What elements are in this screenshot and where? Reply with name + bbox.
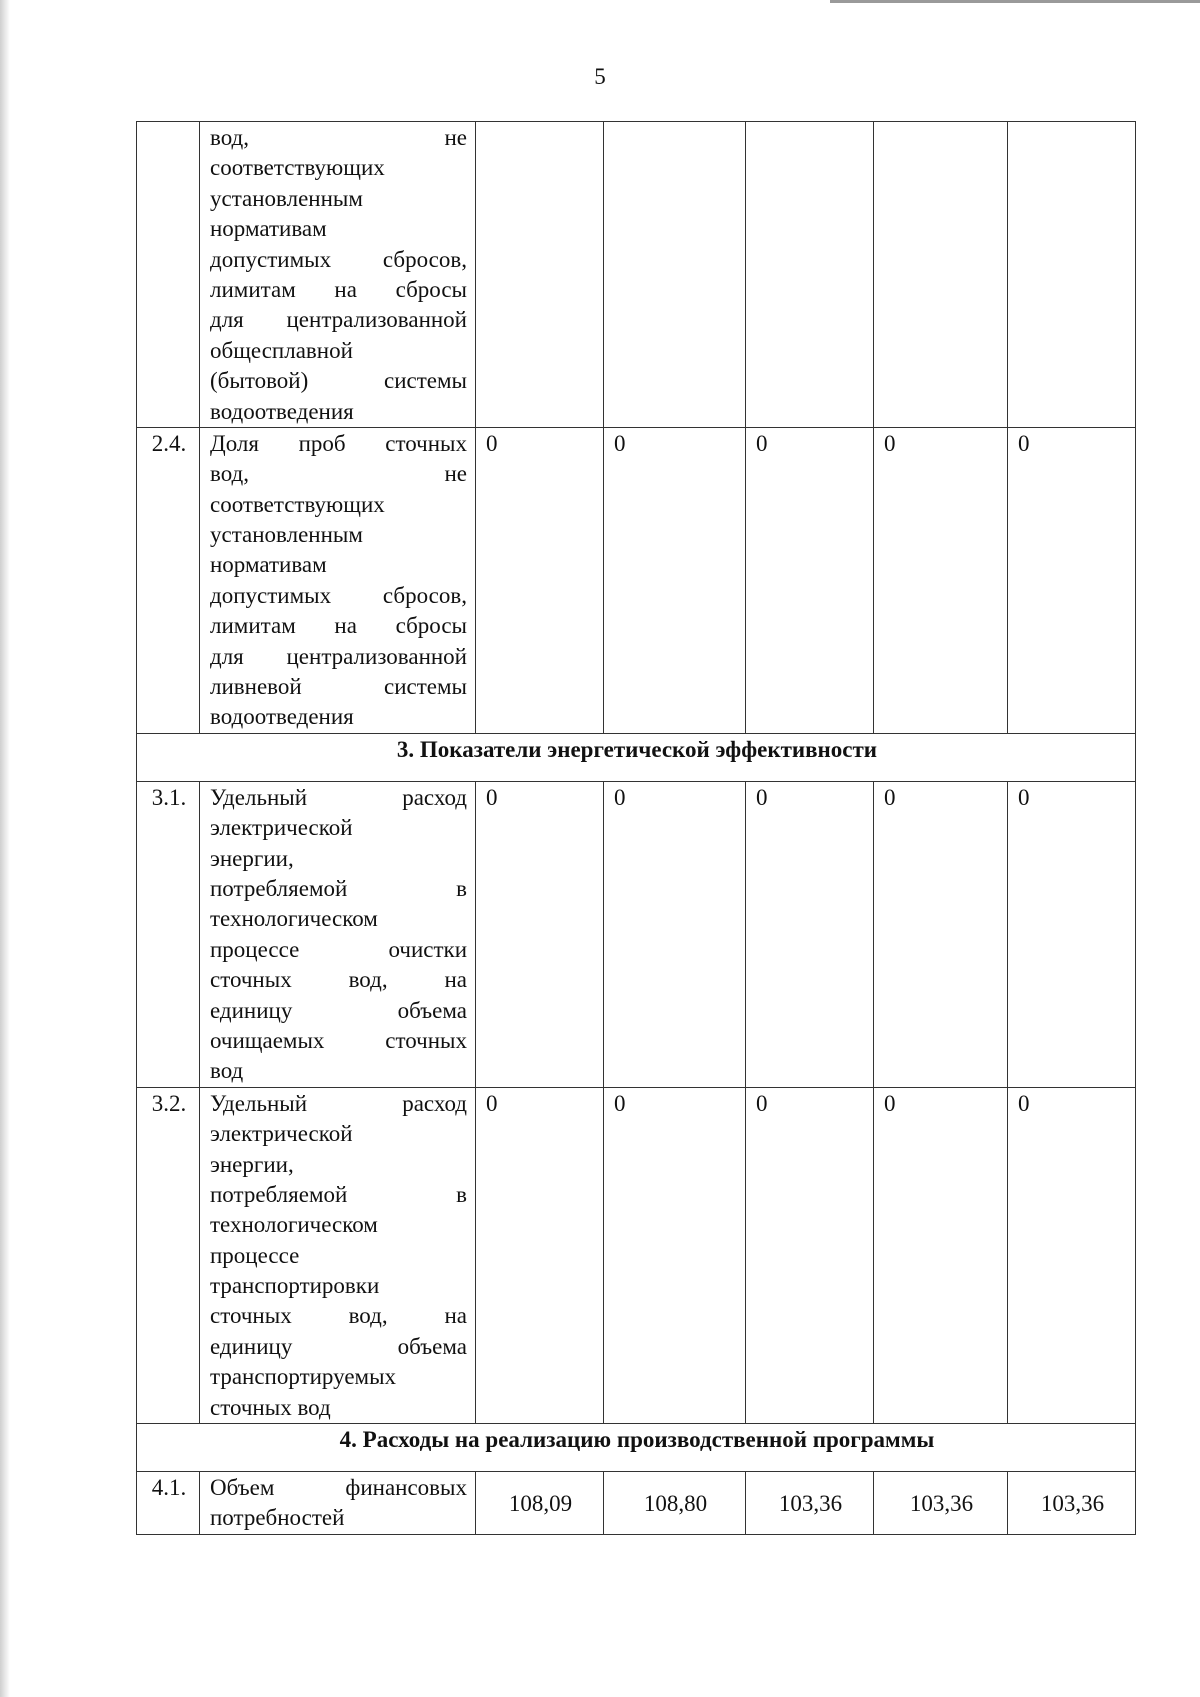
description-line: Удельный расход: [210, 784, 467, 810]
description-line: потребляемой в: [210, 1181, 467, 1207]
description-line: энергии,: [210, 845, 294, 871]
description-line: (бытовой) системы: [210, 368, 467, 394]
description-line: для централизованной: [210, 643, 467, 669]
value-cell: 0: [604, 427, 746, 733]
description-line: сточных вод, на: [210, 967, 467, 993]
description-line: вод: [210, 1058, 244, 1084]
value-cell: 0: [604, 1087, 746, 1423]
description-line: сточных вод, на: [210, 1303, 467, 1329]
table-row: [137, 1087, 1136, 1423]
table-body: [137, 122, 1136, 1535]
description-line: единицу объема: [210, 997, 467, 1023]
value-cell: [1008, 122, 1136, 428]
description-line: ливневой системы: [210, 674, 467, 700]
description-line: для централизованной: [210, 307, 467, 333]
description-line: соответствующих: [210, 491, 385, 517]
value-cell: 0: [746, 427, 874, 733]
table-row: [137, 781, 1136, 1087]
description-line: общесплавной: [210, 337, 353, 363]
section-title: 4. Расходы на реализацию производственной программы: [137, 1424, 1136, 1472]
table-row: [137, 122, 1136, 428]
description-line: очищаемых сточных: [210, 1027, 467, 1053]
section-header-row: [137, 1424, 1136, 1472]
description-line: технологическом: [210, 1212, 378, 1238]
value-cell: 108,80: [604, 1472, 746, 1535]
indicator-description: [200, 1472, 476, 1535]
value-cell: 0: [1008, 427, 1136, 733]
description-line: соответствующих: [210, 155, 385, 181]
indicator-description: [200, 122, 476, 428]
section-header-row: [137, 733, 1136, 781]
description-line: единицу объема: [210, 1333, 467, 1359]
description-line: потребностей: [210, 1505, 345, 1531]
value-cell: 0: [746, 781, 874, 1087]
description-line: установленным: [210, 522, 363, 548]
value-cell: 0: [874, 427, 1008, 733]
section-title: 3. Показатели энергетической эффективности: [137, 733, 1136, 781]
table-row: [137, 1472, 1136, 1535]
indicator-description: [200, 781, 476, 1087]
description-line: нормативам: [210, 552, 327, 578]
description-line: Объем финансовых: [210, 1475, 467, 1501]
description-line: потребляемой в: [210, 875, 467, 901]
value-cell: 0: [1008, 1087, 1136, 1423]
value-cell: 103,36: [1008, 1472, 1136, 1535]
description-line: Доля проб сточных: [210, 430, 467, 456]
description-line: водоотведения: [210, 398, 354, 424]
value-cell: 0: [476, 781, 604, 1087]
description-line: транспортировки: [210, 1273, 380, 1299]
description-line: процессе: [210, 1242, 300, 1268]
description-line: лимитам на сбросы: [210, 613, 467, 639]
value-cell: 0: [1008, 781, 1136, 1087]
row-number: 4.1.: [137, 1472, 200, 1535]
indicator-description: [200, 427, 476, 733]
description-line: электрической: [210, 815, 353, 841]
description-line: водоотведения: [210, 704, 354, 730]
description-line: лимитам на сбросы: [210, 276, 467, 302]
value-cell: 0: [874, 781, 1008, 1087]
description-line: энергии,: [210, 1151, 294, 1177]
description-line: нормативам: [210, 216, 327, 242]
page-number: 5: [594, 64, 606, 89]
table-row: [137, 427, 1136, 733]
description-line: допустимых сбросов,: [210, 246, 467, 272]
description-line: технологическом: [210, 906, 378, 932]
row-number: 3.1.: [137, 781, 200, 1087]
description-line: транспортируемых: [210, 1364, 397, 1390]
indicator-description: [200, 1087, 476, 1423]
scan-left-edge: [0, 0, 10, 1697]
indicators-table: [136, 121, 1136, 1535]
value-cell: [604, 122, 746, 428]
description-line: электрической: [210, 1121, 353, 1147]
description-line: вод, не: [210, 125, 467, 150]
value-cell: 108,09: [476, 1472, 604, 1535]
value-cell: 0: [476, 427, 604, 733]
row-number: 2.4.: [137, 427, 200, 733]
value-cell: [874, 122, 1008, 428]
value-cell: 0: [874, 1087, 1008, 1423]
description-line: вод, не: [210, 461, 467, 487]
value-cell: 103,36: [874, 1472, 1008, 1535]
row-number: [137, 122, 200, 428]
value-cell: 0: [746, 1087, 874, 1423]
description-line: установленным: [210, 185, 363, 211]
description-line: допустимых сбросов,: [210, 582, 467, 608]
value-cell: 0: [476, 1087, 604, 1423]
description-line: сточных вод: [210, 1394, 331, 1420]
value-cell: [746, 122, 874, 428]
row-number: 3.2.: [137, 1087, 200, 1423]
description-line: Удельный расход: [210, 1090, 467, 1116]
value-cell: [476, 122, 604, 428]
value-cell: 0: [604, 781, 746, 1087]
description-line: процессе очистки: [210, 936, 467, 962]
value-cell: 103,36: [746, 1472, 874, 1535]
scan-top-rule: [830, 0, 1200, 7]
